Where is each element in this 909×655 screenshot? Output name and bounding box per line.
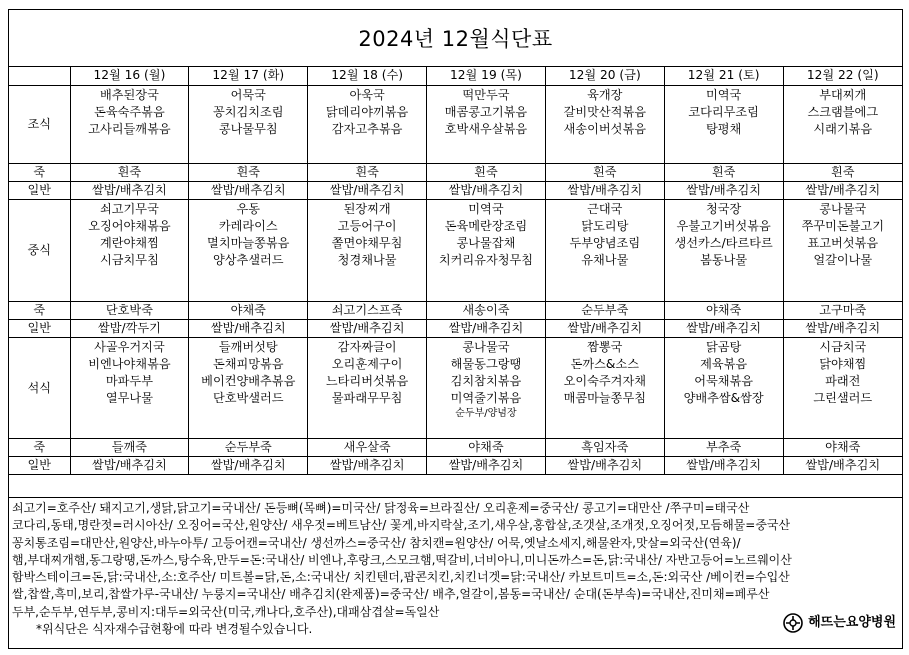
menu-item: 카레라이스 [218, 218, 278, 233]
menu-item: 돈육메란장조림 [444, 218, 528, 233]
menu-item: 고등어구이 [337, 218, 397, 233]
date-header-row-cell: 12월 18 (수) [308, 67, 427, 85]
dinner-row-cell [308, 337, 427, 438]
menu-item: 오징어야채볶음 [88, 218, 171, 233]
dinner-regular-row-cell: 쌀밥/배추김치 [308, 456, 427, 474]
date-header-row [9, 67, 902, 85]
menu-item: 아욱국 [349, 87, 385, 102]
date-header-row-cell: 12월 20 (금) [545, 67, 664, 85]
lunch-porridge-row-cell: 순두부죽 [545, 301, 664, 319]
breakfast-row-cell [545, 85, 664, 163]
menu-item: 새송이버섯볶음 [563, 121, 646, 136]
breakfast-regular-row-cell: 쌀밥/배추김치 [545, 181, 664, 199]
lunch-porridge-row-cell: 야채죽 [189, 301, 308, 319]
dinner-porridge-row-cell: 흑임자죽 [545, 438, 664, 456]
menu-item: 사골우거지국 [94, 339, 165, 354]
menu-item: 호박새우살볶음 [444, 121, 528, 136]
dinner-regular-row-cell: 쌀밥/배추김치 [664, 456, 783, 474]
lunch-porridge-row-cell: 야채죽 [664, 301, 783, 319]
menu-item: 오이숙주겨자채 [563, 373, 646, 388]
hospital-name: 해뜨는요양병원 [808, 615, 896, 631]
menu-item: 돈채피망볶음 [212, 356, 284, 371]
date-header-row-cell: 12월 22 (일) [783, 67, 902, 85]
menu-item: 고사리들깨볶음 [88, 121, 171, 136]
origin-note-line: 코다리,동태,명란젓=러시아산/ 오징어=국산,원양산/ 새우젓=베트남산/ 꽃게,바지락살,조기,새우살,홍합살,조갯살,조개젓,오징어젓,모듬해물=중국산 [12, 518, 791, 533]
lunch-porridge-row [9, 301, 902, 319]
menu-item: 코다리무조림 [688, 104, 759, 119]
menu-item: 그린샐러드 [813, 390, 873, 405]
page-title: 2024년 12월식단표 [9, 10, 902, 67]
date-header-row-cell: 12월 16 (월) [70, 67, 189, 85]
menu-item: 시래기볶음 [813, 121, 873, 136]
origin-note-line: 꽁치통조림=대만산,원양산,바누아투/ 고등어캔=국내산/ 생선까스=중국산/ 참치캔=원양산/ 어묵,옛날소세지,해물완자,맛살=외국산(연육)/ [12, 535, 741, 550]
menu-item: 감자고추볶음 [331, 121, 403, 136]
breakfast-regular-row-label: 일반 [9, 181, 70, 199]
menu-sheet [8, 9, 903, 649]
lunch-row [9, 199, 902, 301]
lunch-row-cell [308, 199, 427, 301]
menu-item: 콩나물국 [462, 339, 510, 354]
dinner-row-cell [189, 337, 308, 438]
origin-note-line: 햄,부대찌개햄,동그랑땡,돈까스,탕수육,만두=돈:국내산/ 비엔나,후랑크,스모크햄,떡갈비,너비아니,미니돈까스=돈,닭:국내산/ 자반고등어=노르웨이산 [12, 552, 792, 567]
origin-note-line: 함박스테이크=돈,닭:국내산,소:호주산/ 미트볼=닭,돈,소:국내산/ 치킨텐더,팝콘치킨,치킨너겟=닭:국내산/ 카보트미트=소,돈:외국산 /베이컨=수입산 [12, 570, 790, 585]
menu-item: 쭈꾸미돈불고기 [801, 218, 884, 233]
menu-item: 짬뽕국 [587, 339, 623, 354]
breakfast-regular-row-cell: 쌀밥/배추김치 [308, 181, 427, 199]
menu-item: 어묵채볶음 [694, 373, 754, 388]
menu-item: 물파래무무침 [331, 390, 403, 405]
menu-item: 베이컨양배추볶음 [201, 373, 296, 388]
breakfast-regular-row-cell: 쌀밥/배추김치 [189, 181, 308, 199]
menu-item: 생선카스/타르타르 [674, 235, 773, 250]
dinner-porridge-row [9, 438, 902, 456]
dinner-row-label: 석식 [9, 337, 70, 438]
dinner-regular-row-cell: 쌀밥/배추김치 [783, 456, 902, 474]
lunch-regular-row-cell: 쌀밥/배추김치 [664, 319, 783, 337]
lunch-row-cell [189, 199, 308, 301]
lunch-row-cell [664, 199, 783, 301]
menu-item: 단호박샐러드 [212, 390, 284, 405]
breakfast-porridge-row-cell: 흰죽 [427, 163, 546, 181]
breakfast-regular-row-cell: 쌀밥/배추김치 [664, 181, 783, 199]
menu-item: 두부양념조림 [569, 235, 641, 250]
menu-item: 쇠고기무국 [99, 201, 159, 216]
lunch-regular-row-label: 일반 [9, 319, 70, 337]
dinner-regular-row-label: 일반 [9, 456, 70, 474]
lunch-porridge-row-label: 죽 [9, 301, 70, 319]
menu-item: 청경채나물 [337, 252, 397, 267]
lunch-porridge-row-cell: 새송이죽 [427, 301, 546, 319]
menu-item: 제육볶음 [700, 356, 748, 371]
menu-item: 콩나물잡채 [456, 235, 516, 250]
lunch-row-cell [545, 199, 664, 301]
menu-item: 유채나물 [581, 252, 629, 267]
meal-table [9, 67, 902, 475]
lunch-porridge-row-cell: 고구마죽 [783, 301, 902, 319]
origin-note-line: 쌀,찹쌀,흑미,보리,찹쌀가루-국내산/ 누룽지=국내산/ 배추김치(완제품)=중국산/ 배추,얼갈이,봄동=국내산/ 순대(돈부속)=국내산,진미채=페루산 [12, 587, 770, 602]
breakfast-porridge-row-cell: 흰죽 [545, 163, 664, 181]
menu-item: 닭야채찜 [819, 356, 867, 371]
dinner-row-cell [664, 337, 783, 438]
menu-item: 양상추샐러드 [212, 252, 284, 267]
breakfast-regular-row-cell: 쌀밥/배추김치 [783, 181, 902, 199]
lunch-row-cell [783, 199, 902, 301]
dinner-regular-row-cell: 쌀밥/배추김치 [427, 456, 546, 474]
menu-item: 콩나물국 [819, 201, 867, 216]
dinner-porridge-row-cell: 순두부죽 [189, 438, 308, 456]
lunch-regular-row-cell: 쌀밥/배추김치 [783, 319, 902, 337]
menu-item: 해물동그랑땡 [450, 356, 522, 371]
menu-item: 갈비맛산적볶음 [563, 104, 646, 119]
breakfast-row [9, 85, 902, 163]
menu-item: 느타리버섯볶음 [325, 373, 409, 388]
menu-item: 탕평채 [705, 121, 742, 136]
menu-item: 시금치무침 [99, 252, 159, 267]
lunch-regular-row [9, 319, 902, 337]
dinner-row-cell [783, 337, 902, 438]
menu-item: 꽁치김치조림 [212, 104, 284, 119]
dinner-row [9, 337, 902, 438]
breakfast-row-cell [783, 85, 902, 163]
lunch-regular-row-cell: 쌀밥/깍두기 [70, 319, 189, 337]
dinner-porridge-row-cell: 새우살죽 [308, 438, 427, 456]
dinner-row-cell [427, 337, 546, 438]
breakfast-porridge-row-cell: 흰죽 [783, 163, 902, 181]
lunch-row-cell [70, 199, 189, 301]
breakfast-row-label: 조식 [9, 85, 70, 163]
menu-item: 우동 [236, 201, 261, 216]
menu-item: 부대찌개 [819, 87, 867, 102]
menu-item: 돈까스&소스 [570, 356, 639, 371]
menu-item: 표고버섯볶음 [807, 235, 879, 250]
breakfast-row-cell [664, 85, 783, 163]
origin-notes [9, 497, 902, 648]
date-header-row-label [9, 67, 70, 85]
menu-item: 들깨버섯탕 [218, 339, 278, 354]
origin-note-line: 쇠고기=호주산/ 돼지고기,생닭,닭고기=국내산/ 돈등뼈(목뼈)=미국산/ 닭정육=브라질산/ 오리훈제=중국산/ 콩고기=대만산 /쭈구미=태국산 [12, 501, 750, 515]
breakfast-porridge-row-cell: 흰죽 [189, 163, 308, 181]
date-header-row-cell: 12월 19 (목) [427, 67, 546, 85]
menu-item: 봄동나물 [700, 252, 748, 267]
breakfast-regular-row-cell: 쌀밥/배추김치 [427, 181, 546, 199]
menu-item: 미역줄기볶음 [450, 390, 522, 405]
dinner-row-cell [545, 337, 664, 438]
lunch-regular-row-cell: 쌀밥/배추김치 [189, 319, 308, 337]
menu-item: 근대국 [587, 201, 623, 216]
menu-item: 시금치국 [819, 339, 867, 354]
lunch-regular-row-cell: 쌀밥/배추김치 [427, 319, 546, 337]
menu-item: 마파두부 [105, 373, 153, 388]
menu-item: 육개장 [587, 87, 623, 102]
dinner-porridge-row-label: 죽 [9, 438, 70, 456]
breakfast-row-cell [427, 85, 546, 163]
dinner-porridge-row-cell: 부추죽 [664, 438, 783, 456]
date-header-row-cell: 12월 21 (토) [664, 67, 783, 85]
menu-item: 닭도리탕 [581, 218, 629, 233]
menu-item: 감자짜글이 [337, 339, 397, 354]
menu-item: 멸치마늘쫑볶음 [207, 235, 290, 250]
menu-item: 양배추쌈&쌈장 [683, 390, 764, 405]
menu-item: 매콤콩고기볶음 [444, 104, 528, 119]
dinner-regular-row [9, 456, 902, 474]
menu-item: 어묵국 [230, 87, 266, 102]
lunch-porridge-row-cell: 쇠고기스프죽 [308, 301, 427, 319]
lunch-row-cell [427, 199, 546, 301]
menu-item: 미역국 [705, 87, 742, 102]
breakfast-regular-row [9, 181, 902, 199]
breakfast-row-cell [308, 85, 427, 163]
breakfast-porridge-row-label: 죽 [9, 163, 70, 181]
breakfast-porridge-row-cell: 흰죽 [664, 163, 783, 181]
date-header-row-cell: 12월 17 (화) [189, 67, 308, 85]
breakfast-row-cell [70, 85, 189, 163]
breakfast-porridge-row [9, 163, 902, 181]
dinner-regular-row-cell: 쌀밥/배추김치 [70, 456, 189, 474]
dinner-porridge-row-cell: 야채죽 [783, 438, 902, 456]
menu-item: 미역국 [468, 201, 504, 216]
hospital-logo-icon [782, 612, 804, 634]
menu-item: 청국장 [705, 201, 742, 216]
menu-item: 얼갈이나물 [813, 252, 873, 267]
lunch-porridge-row-cell: 단호박죽 [70, 301, 189, 319]
dinner-regular-row-cell: 쌀밥/배추김치 [545, 456, 664, 474]
dinner-porridge-row-cell: 야채죽 [427, 438, 546, 456]
menu-item: 매콤마늘쫑무침 [563, 390, 646, 405]
menu-item: 배추된장국 [99, 87, 159, 102]
menu-item: 된장찌개 [343, 201, 391, 216]
origin-note-line: 두부,순두부,연두부,콩비지:대두=외국산(미국,캐나다,호주산),대패삼겹살=독일산 [12, 604, 440, 619]
breakfast-porridge-row-cell: 흰죽 [70, 163, 189, 181]
menu-item: 돈육숙주볶음 [94, 104, 165, 119]
breakfast-regular-row-cell: 쌀밥/배추김치 [70, 181, 189, 199]
menu-item: 쫄면야채무침 [331, 235, 403, 250]
menu-item: 우불고기버섯볶음 [676, 218, 771, 233]
dinner-porridge-row-cell: 들깨죽 [70, 438, 189, 456]
menu-item: 치커리유자청무침 [438, 252, 534, 267]
lunch-row-label: 중식 [9, 199, 70, 301]
lunch-regular-row-cell: 쌀밥/배추김치 [308, 319, 427, 337]
dinner-row-cell [70, 337, 189, 438]
menu-item: 스크램블에그 [807, 104, 879, 119]
menu-item: 김치참치볶음 [450, 373, 522, 388]
menu-item: 오리훈제구이 [331, 356, 403, 371]
dinner-regular-row-cell: 쌀밥/배추김치 [189, 456, 308, 474]
menu-item: 순두부/양념장 [455, 407, 517, 419]
menu-item: 파래전 [825, 373, 861, 388]
breakfast-row-cell [189, 85, 308, 163]
menu-item: 비엔나야채볶음 [88, 356, 171, 371]
menu-item: 닭곰탕 [705, 339, 742, 354]
menu-item: 열무나물 [105, 390, 153, 405]
menu-item: 닭데리야끼볶음 [325, 104, 409, 119]
hospital-logo [782, 612, 896, 634]
change-remark: *위식단은 식자재수급현황에 따라 변경될수있습니다. [36, 622, 313, 637]
lunch-regular-row-cell: 쌀밥/배추김치 [545, 319, 664, 337]
menu-item: 떡만두국 [462, 87, 510, 102]
breakfast-porridge-row-cell: 흰죽 [308, 163, 427, 181]
menu-item: 계란야채찜 [99, 235, 159, 250]
menu-item: 콩나물무침 [218, 121, 278, 136]
